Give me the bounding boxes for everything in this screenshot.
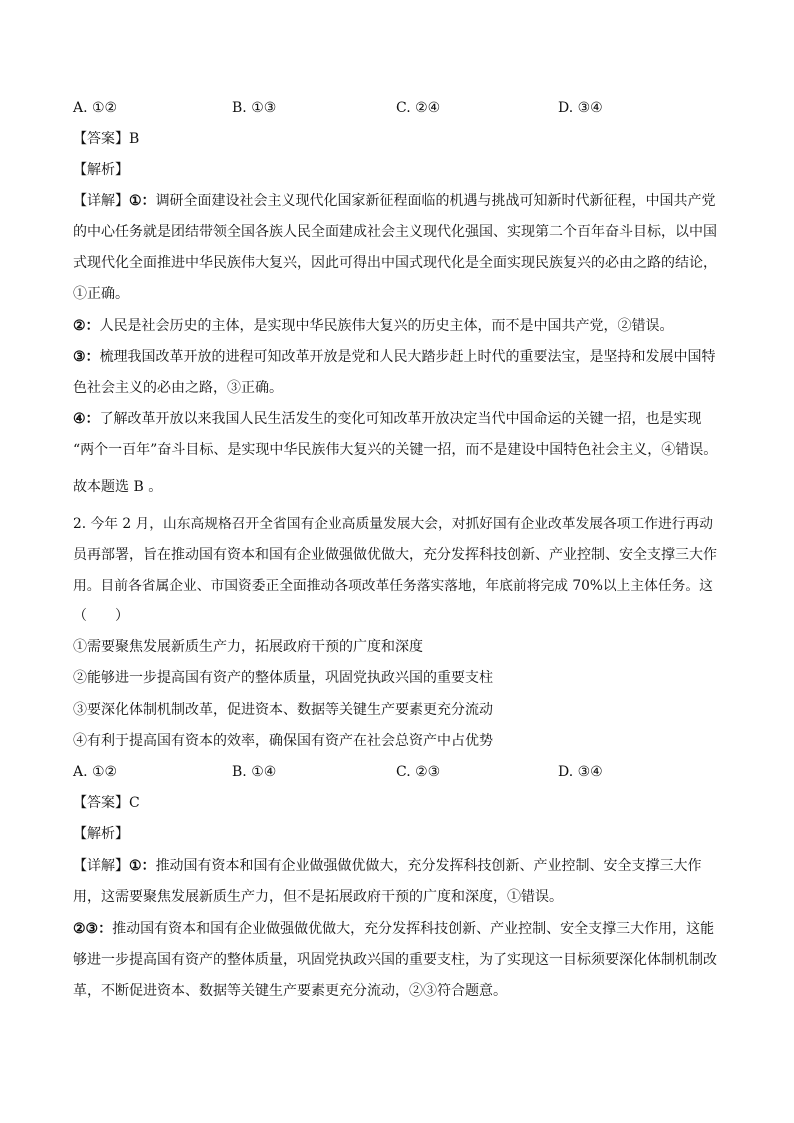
q2-point-23-line-2: 够进一步提高国有资产的整体质量，巩固党执政兴国的重要支柱，为了实现这一目标须要深化体制机制改 <box>73 952 717 968</box>
point-marker: ②： <box>73 318 100 334</box>
q1-point-2 <box>73 317 723 335</box>
q2-option-c: C. ②③ <box>396 764 441 780</box>
point-text: 梳理我国改革开放的进程可知改革开放是党和人民大踏步赶上时代的重要法宝，是坚持和发展中国特 <box>99 349 716 365</box>
q1-option-d: D. ③④ <box>558 100 603 116</box>
answer-value: C <box>129 795 140 811</box>
q1-analysis-tag: 【解析】 <box>73 162 129 178</box>
q1-point-4-line-2: “两个一百年”奋斗目标、是实现中华民族伟大复兴的关键一招，而不是建设中国特色社会主义，④错误。 <box>73 442 718 458</box>
q2-detail-line-1 <box>73 857 723 875</box>
q1-option-c: C. ②④ <box>396 100 441 116</box>
q1-detail-line-3: 式现代化全面推进中华民族伟大复兴，因此可得出中国式现代化是全面实现民族复兴的必由之路的结论， <box>73 255 717 271</box>
q2-point-23-line-3: 革，不断促进资本、数据等关键生产要素更充分流动，②③符合题意。 <box>73 983 507 999</box>
q2-answer <box>73 794 723 812</box>
q2-stem-line-3: 用。目前各省属企业、市国资委正全面推动各项改革任务落实落地，年底前将完成 70%以上主体任务。这 <box>73 578 713 594</box>
q2-option-d: D. ③④ <box>558 764 603 780</box>
q1-detail-line-4: ①正确。 <box>73 286 129 302</box>
q1-detail-line-2: 的中心任务就是团结带领全国各族人民全面建成社会主义现代化强国、实现第二个百年奋斗目标，以中国 <box>73 224 717 240</box>
q2-statement-2: ②能够进一步提高国有资产的整体质量，巩固党执政兴国的重要支柱 <box>73 670 493 686</box>
q1-point-3-line-1 <box>73 348 723 366</box>
point-text: 人民是社会历史的主体，是实现中华民族伟大复兴的历史主体，而不是中国共产党，②错误。 <box>99 318 674 334</box>
q2-statement-4: ④有利于提高国有资本的效率，确保国有资产在社会总资产中占优势 <box>73 733 493 749</box>
q2-stem-line-4: （ ） <box>73 608 129 624</box>
q2-stem-line-2: 员再部署，旨在推动国有资本和国有企业做强做优做大，充分发挥科技创新、产业控制、安全支撑三大作 <box>73 547 717 563</box>
point-marker: ③： <box>73 349 100 365</box>
detail-text: 调研全面建设社会主义现代化国家新征程面临的机遇与挑战可知新时代新征程，中国共产党 <box>155 193 716 209</box>
q2-stem-line-1: 2. 今年 2 月，山东高规格召开全省国有企业高质量发展大会，对抓好国有企业改革发展各项工作进行再动 <box>73 516 713 532</box>
q2-detail-line-2: 用，这需要聚焦发展新质生产力，但不是拓展政府干预的广度和深度，①错误。 <box>73 889 563 905</box>
q1-answer <box>73 130 723 148</box>
point-text: 了解改革开放以来我国人民生活发生的变化可知改革开放决定当代中国命运的关键一招，也是实现 <box>99 411 702 427</box>
q2-point-23-line-1 <box>73 920 723 938</box>
answer-value: B <box>129 131 140 147</box>
detail-text: 推动国有资本和国有企业做强做优做大，充分发挥科技创新、产业控制、安全支撑三大作 <box>155 858 702 874</box>
q2-statement-1: ①需要聚焦发展新质生产力，拓展政府干预的广度和深度 <box>73 639 423 655</box>
point-text: 推动国有资本和国有企业做强做优做大，充分发挥科技创新、产业控制、安全支撑三大作用，这能 <box>112 921 715 937</box>
detail-marker: ①： <box>129 858 156 874</box>
point-marker: ④： <box>73 411 100 427</box>
q1-point-3-line-2: 色社会主义的必由之路，③正确。 <box>73 380 283 396</box>
q2-option-a: A. ①② <box>73 764 118 780</box>
answer-tag: 【答案】 <box>73 795 129 811</box>
q1-point-4-line-1 <box>73 410 723 428</box>
q1-option-a: A. ①② <box>73 100 118 116</box>
detail-tag: 【详解】 <box>73 858 129 874</box>
point-marker: ②③： <box>73 921 113 937</box>
q1-detail-line-1 <box>73 192 723 210</box>
answer-tag: 【答案】 <box>73 131 129 147</box>
detail-tag: 【详解】 <box>73 193 129 209</box>
q1-conclusion: 故本题选 B 。 <box>73 479 163 495</box>
q2-statement-3: ③要深化体制机制改革，促进资本、数据等关键生产要素更充分流动 <box>73 702 493 718</box>
q1-option-b: B. ①③ <box>232 100 277 116</box>
q2-analysis-tag: 【解析】 <box>73 826 129 842</box>
q2-option-b: B. ①④ <box>232 764 277 780</box>
detail-marker: ①： <box>129 193 156 209</box>
